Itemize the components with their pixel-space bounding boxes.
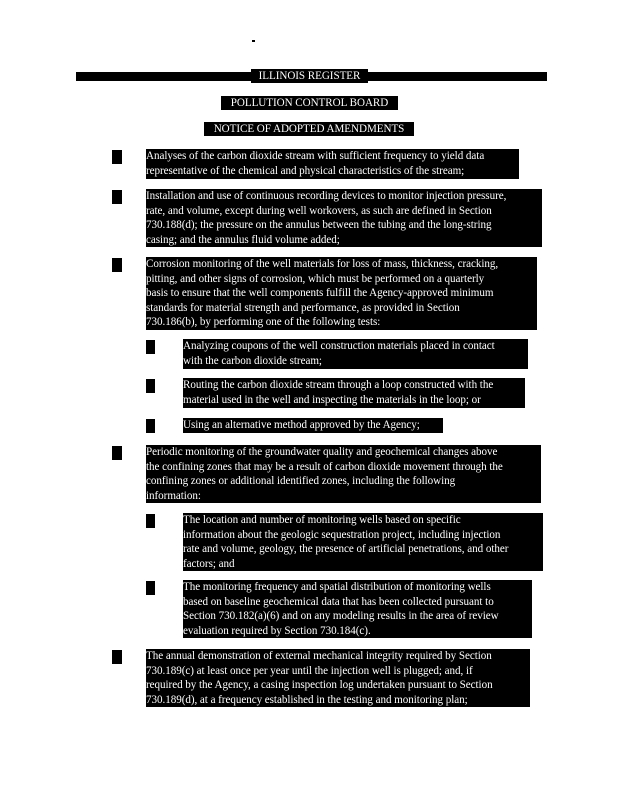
text-line: The location and number of monitoring wells based on specific: [183, 514, 461, 526]
item-label-9: [112, 150, 122, 164]
text-line: Installation and use of continuous recording devices to monitor injection pressure,: [146, 190, 507, 202]
text-line: 730.189(d), at a frequency established in the testing and monitoring plan;: [146, 693, 468, 706]
text-line: Periodic monitoring of the groundwater quality and geochemical changes above: [146, 446, 498, 458]
item-label-b: [112, 190, 122, 204]
subitem-d-i-text: [183, 513, 543, 571]
text-line: basis to ensure that the well components fulfill the Agency-approved minimum: [146, 287, 494, 300]
text-line: required by the Agency, a casing inspection log undertaken pursuant to Section: [146, 679, 493, 692]
item-label-e: [112, 650, 122, 664]
text-line: factors; and: [183, 557, 235, 570]
subitem-c-ii-text: [183, 378, 525, 408]
item-label-c: [112, 258, 122, 272]
subitem-label-c-i: [146, 340, 155, 354]
subitem-label-d-i: [146, 514, 155, 528]
text-line: information:: [146, 489, 201, 502]
item-9-text: [146, 149, 519, 179]
text-line: representative of the chemical and physical characteristics of the stream;: [146, 164, 465, 177]
text-line: rate, and volume, except during well workovers, as such are defined in Section: [146, 204, 492, 217]
subitem-label-c-ii: [146, 379, 155, 393]
text-line: information about the geologic sequestration project, including injection: [183, 528, 501, 541]
text-line: material used in the well and inspecting the materials in the loop; or: [183, 393, 481, 406]
text-line: with the carbon dioxide stream;: [183, 354, 322, 367]
scan-mark: [252, 40, 255, 42]
register-title: ILLINOIS REGISTER: [251, 69, 368, 83]
text-line: confining zones or additional identified zones, including the following: [146, 475, 456, 488]
text-line: rate and volume, geology, the presence of artificial penetrations, and other: [183, 543, 509, 556]
item-c-text: [146, 257, 537, 330]
text-line: evaluation required by Section 730.184(c).: [183, 624, 371, 637]
subitem-c-i-text: [183, 339, 528, 369]
item-e-text: [146, 649, 530, 707]
subitem-label-c-iii: [146, 419, 155, 433]
subitem-label-d-ii: [146, 581, 155, 595]
text-line: 730.186(b), by performing one of the following tests:: [146, 316, 381, 329]
text-line: Routing the carbon dioxide stream through a loop constructed with the: [183, 379, 494, 391]
text-line: standards for material strength and performance, as provided in Section: [146, 301, 460, 314]
text-line: Corrosion monitoring of the well materials for loss of mass, thickness, cracking,: [146, 258, 499, 270]
text-line: Using an alternative method approved by the Agency;: [183, 419, 420, 431]
text-line: The annual demonstration of external mechanical integrity required by Section: [146, 650, 492, 662]
text-line: 730.188(d); the pressure on the annulus between the tubing and the long-string: [146, 219, 492, 232]
text-line: pitting, and other signs of corrosion, which must be performed on a quarterly: [146, 272, 485, 285]
item-d-text: [146, 445, 541, 503]
subitem-c-iii-text: [183, 418, 443, 433]
notice-title: NOTICE OF ADOPTED AMENDMENTS: [204, 122, 414, 136]
text-line: Section 730.182(a)(6) and on any modeling results in the area of review: [183, 610, 499, 623]
text-line: 730.189(c) at least once per year until the injection well is plugged; and, if: [146, 664, 473, 677]
board-title: POLLUTION CONTROL BOARD: [221, 96, 398, 110]
text-line: casing; and the annulus fluid volume added;: [146, 233, 340, 246]
item-b-text: [146, 189, 542, 247]
subitem-d-ii-text: [183, 580, 532, 638]
text-line: Analyses of the carbon dioxide stream with sufficient frequency to yield data: [146, 150, 485, 162]
text-line: the confining zones that may be a result of carbon dioxide movement through the: [146, 460, 503, 473]
text-line: Analyzing coupons of the well construction materials placed in contact: [183, 340, 495, 352]
item-label-d: [112, 446, 122, 460]
text-line: based on baseline geochemical data that has been collected pursuant to: [183, 595, 494, 608]
text-line: The monitoring frequency and spatial distribution of monitoring wells: [183, 581, 491, 593]
